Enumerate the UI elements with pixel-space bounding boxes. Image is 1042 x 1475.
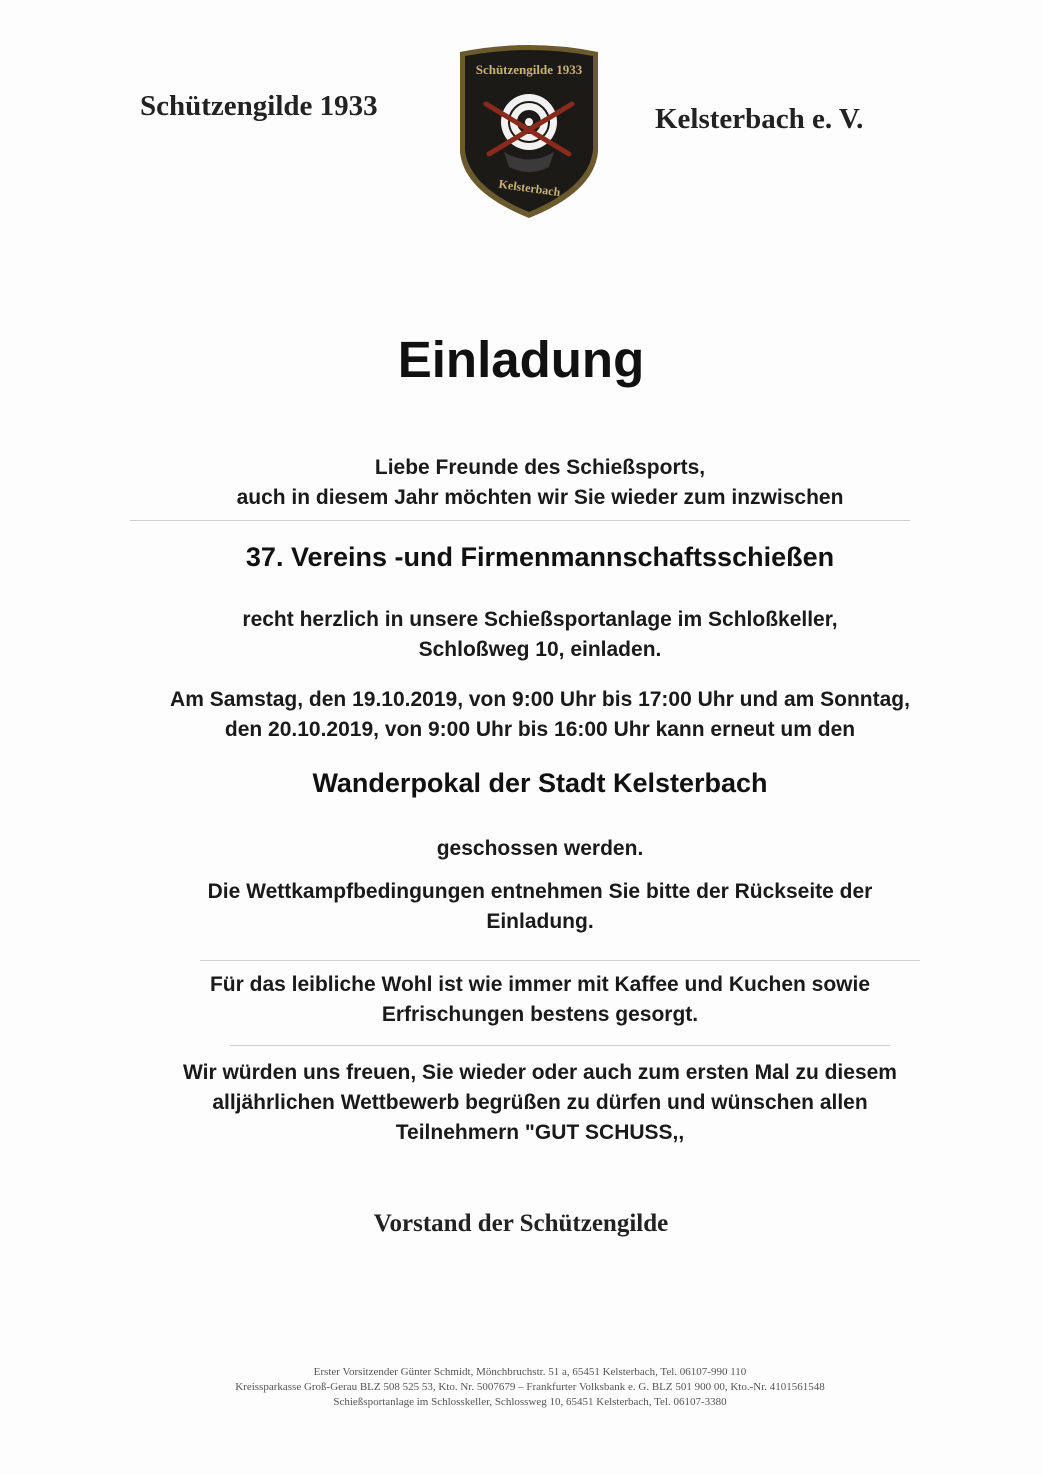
header-club-name: Schützengilde 1933 xyxy=(140,90,378,122)
event-name: 37. Vereins -und Firmenmannschaftsschießen xyxy=(245,542,835,572)
signature: Vorstand der Schützengilde xyxy=(373,1210,669,1237)
catering-line: Erfrischungen bestens gesorgt. xyxy=(381,1003,699,1026)
document-title: Einladung xyxy=(397,331,645,388)
greeting-line: Liebe Freunde des Schießsports, xyxy=(374,456,706,479)
location-line: Schloßweg 10, einladen. xyxy=(418,638,662,661)
catering-block xyxy=(120,970,960,1030)
trophy-name: Wanderpokal der Stadt Kelsterbach xyxy=(312,768,768,798)
footer-line: Erster Vorsitzender Günter Schmidt, Mönchbruchstr. 51 a, 65451 Kelsterbach, Tel. 06107-990 110 xyxy=(313,1366,747,1378)
conditions-line: Einladung. xyxy=(486,910,594,933)
greeting-line: auch in diesem Jahr möchten wir Sie wieder zum inzwischen xyxy=(236,486,844,509)
closing-line: Wir würden uns freuen, Sie wieder oder auch zum ersten Mal zu diesem xyxy=(183,1061,897,1084)
greeting-block xyxy=(120,453,960,513)
scan-line xyxy=(230,1045,890,1046)
closing-block xyxy=(90,1058,990,1148)
scan-line xyxy=(200,960,920,961)
crest-bottom-text: Kelsterbach xyxy=(497,176,562,200)
footer-line: Schießsportanlage im Schlosskeller, Schlossweg 10, 65451 Kelsterbach, Tel. 06107-3380 xyxy=(333,1396,727,1408)
catering-line: Für das leibliche Wohl ist wie immer mit Kaffee und Kuchen sowie xyxy=(209,973,871,996)
closing-line: alljährlichen Wettbewerb begrüßen zu dürfen und wünschen allen xyxy=(212,1091,868,1114)
crest-top-text: Schützengilde 1933 xyxy=(475,62,583,77)
club-crest-logo xyxy=(454,42,604,222)
dates-line: Am Samstag, den 19.10.2019, von 9:00 Uhr bis 17:00 Uhr und am Sonntag, xyxy=(170,688,910,711)
header-club-location: Kelsterbach e. V. xyxy=(655,103,864,135)
footer-line: Kreissparkasse Groß-Gerau BLZ 508 525 53, Kto. Nr. 5007679 – Frankfurter Volksbank e. G. BLZ 501 900 00, Kto.-Nr. 4101561548 xyxy=(235,1381,825,1393)
dates-line: den 20.10.2019, von 9:00 Uhr bis 16:00 Uhr kann erneut um den xyxy=(224,718,856,741)
scan-line xyxy=(130,520,910,521)
footer-block xyxy=(120,1365,940,1410)
location-block xyxy=(120,605,960,665)
conditions-block xyxy=(120,877,960,937)
dates-block xyxy=(90,685,990,745)
closing-line: Teilnehmern "GUT SCHUSS,, xyxy=(395,1121,685,1144)
location-line: recht herzlich in unsere Schießsportanlage im Schloßkeller, xyxy=(242,608,838,631)
shot-line: geschossen werden. xyxy=(436,837,644,860)
conditions-line: Die Wettkampfbedingungen entnehmen Sie bitte der Rückseite der xyxy=(207,880,873,903)
